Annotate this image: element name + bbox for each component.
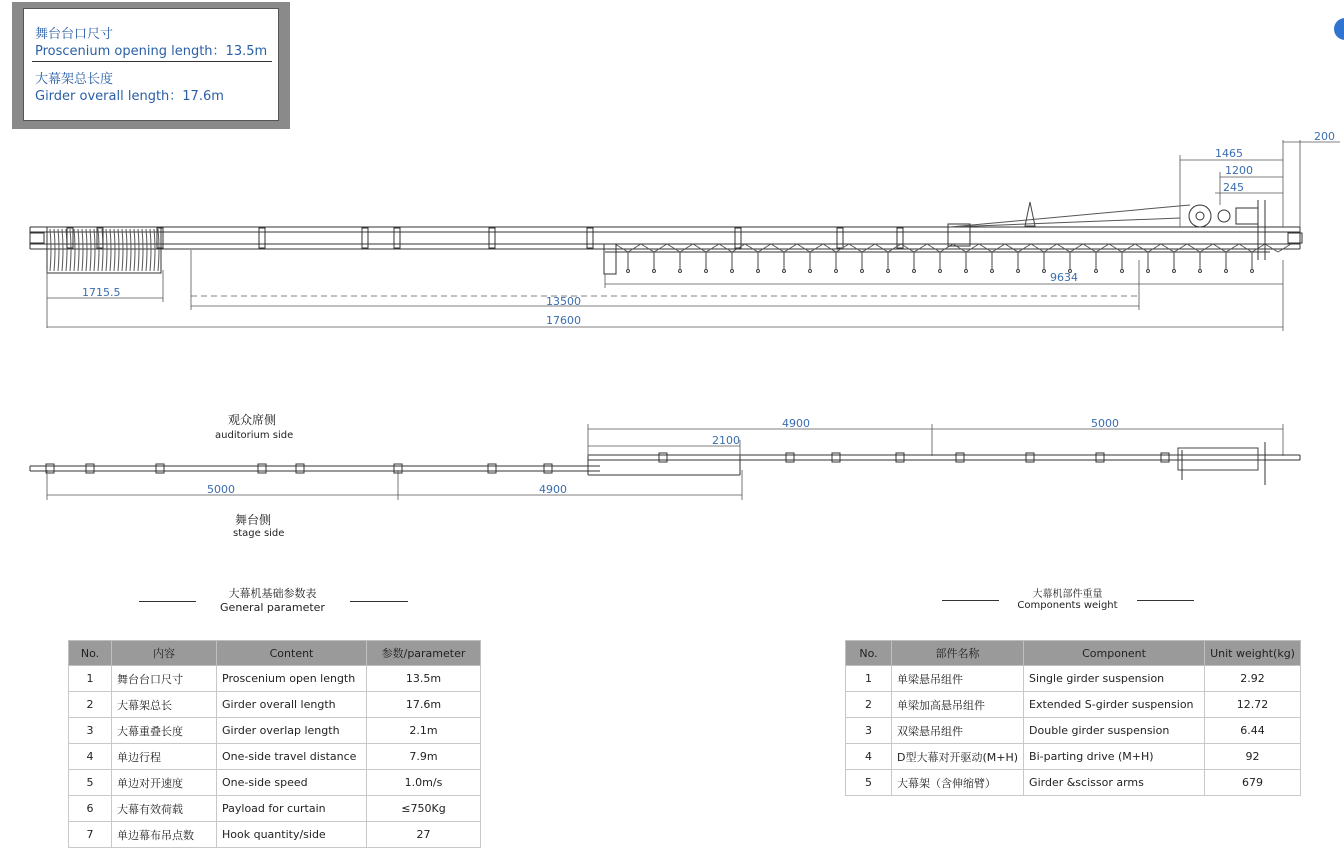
hook-end bbox=[887, 270, 890, 273]
truss-member bbox=[628, 244, 641, 252]
general-row bbox=[69, 822, 481, 848]
truss-member bbox=[810, 244, 823, 252]
truss-member bbox=[1031, 244, 1044, 252]
general-table-header bbox=[69, 641, 481, 666]
truss-member bbox=[771, 244, 784, 252]
general-row bbox=[69, 666, 481, 692]
general-cell-2: Girder overall length bbox=[217, 692, 367, 718]
weight-table-title-cn: 大幕机部件重量 bbox=[1032, 589, 1103, 600]
pack-fold bbox=[118, 229, 119, 271]
plan-connector bbox=[488, 464, 496, 473]
hook-end bbox=[679, 270, 682, 273]
truss-member bbox=[641, 244, 654, 252]
general-cell-0: 4 bbox=[69, 744, 112, 770]
truss-member bbox=[1148, 244, 1161, 252]
components-weight-table bbox=[845, 640, 1301, 796]
general-cell-1: 大幕架总长 bbox=[112, 692, 217, 718]
general-cell-2: One-side travel distance bbox=[217, 744, 367, 770]
pack-fold bbox=[142, 229, 143, 271]
dim-5000-bottom: 5000 bbox=[207, 483, 235, 496]
general-cell-0: 7 bbox=[69, 822, 112, 848]
weight-cell-0: 5 bbox=[846, 770, 892, 796]
truss-member bbox=[1213, 244, 1226, 252]
plan-connector bbox=[956, 453, 964, 462]
weight-cell-0: 2 bbox=[846, 692, 892, 718]
hook-end bbox=[757, 270, 760, 273]
general-cell-1: 大幕重叠长度 bbox=[112, 718, 217, 744]
dim-1715: 1715.5 bbox=[82, 286, 121, 299]
truss-member bbox=[1083, 244, 1096, 252]
plan-connector bbox=[832, 453, 840, 462]
truss-member bbox=[1226, 244, 1239, 252]
general-row bbox=[69, 744, 481, 770]
truss-member bbox=[667, 244, 680, 252]
truss-member bbox=[953, 244, 966, 252]
truss-member bbox=[992, 244, 1005, 252]
pack-fold bbox=[122, 229, 123, 271]
truss-member bbox=[1070, 244, 1083, 252]
weight-cell-1: D型大幕对开驱动(M+H) bbox=[892, 744, 1024, 770]
truss-member bbox=[1265, 244, 1278, 252]
truss-member bbox=[1187, 244, 1200, 252]
pack-fold bbox=[82, 229, 83, 271]
auditorium-label-cn: 观众席侧 bbox=[228, 413, 277, 427]
info-line-en-2: Girder overall length：17.6m bbox=[35, 89, 224, 104]
truss-member bbox=[914, 244, 927, 252]
pack-fold bbox=[90, 229, 91, 271]
truss-member bbox=[693, 244, 706, 252]
girder-connector bbox=[362, 228, 368, 248]
hook-end bbox=[653, 270, 656, 273]
general-table-title-en: General parameter bbox=[220, 601, 325, 614]
weight-cell-0: 3 bbox=[846, 718, 892, 744]
weight-title-rule-left bbox=[942, 600, 999, 601]
truss-member bbox=[745, 244, 758, 252]
pack-fold bbox=[154, 229, 155, 271]
hook-end bbox=[809, 270, 812, 273]
hook-end bbox=[627, 270, 630, 273]
pack-fold bbox=[134, 229, 135, 271]
dim-9634: 9634 bbox=[1050, 271, 1078, 284]
truss-member bbox=[1005, 244, 1018, 252]
weight-row bbox=[846, 770, 1301, 796]
truss-member bbox=[1239, 244, 1252, 252]
hook-end bbox=[731, 270, 734, 273]
plan-connector bbox=[659, 453, 667, 462]
hook-end bbox=[939, 270, 942, 273]
auditorium-label-en: auditorium side bbox=[215, 430, 294, 441]
w-header-no: No. bbox=[846, 641, 892, 666]
pack-fold bbox=[114, 229, 115, 271]
hook-end bbox=[1043, 270, 1046, 273]
general-cell-1: 大幕有效荷载 bbox=[112, 796, 217, 822]
general-cell-3: 13.5m bbox=[367, 666, 481, 692]
dim-13500: 13500 bbox=[546, 295, 581, 308]
header-cn: 内容 bbox=[112, 641, 217, 666]
general-cell-3: 2.1m bbox=[367, 718, 481, 744]
general-cell-3: 7.9m bbox=[367, 744, 481, 770]
truss-member bbox=[1161, 244, 1174, 252]
general-table-title-cn: 大幕机基础参数表 bbox=[228, 587, 317, 600]
plan-connector bbox=[258, 464, 266, 473]
w-header-weight: Unit weight(kg) bbox=[1205, 641, 1301, 666]
weight-cell-2: Single girder suspension bbox=[1024, 666, 1205, 692]
general-parameter-table bbox=[68, 640, 481, 848]
weight-cell-3: 92 bbox=[1205, 744, 1301, 770]
stage-label-en: stage side bbox=[233, 528, 285, 539]
weight-table-title bbox=[1000, 585, 1135, 611]
pack-fold bbox=[158, 229, 159, 271]
pack-fold bbox=[106, 229, 107, 271]
truss-member bbox=[1135, 244, 1148, 252]
girder-connector bbox=[489, 228, 495, 248]
girder-connector bbox=[735, 228, 741, 248]
hook-end bbox=[1251, 270, 1254, 273]
hook-end bbox=[991, 270, 994, 273]
pack-fold bbox=[94, 229, 95, 271]
truss-member bbox=[940, 244, 953, 252]
dim-4900-bottom: 4900 bbox=[539, 483, 567, 496]
truss-member bbox=[979, 244, 992, 252]
dim-1200: 1200 bbox=[1225, 164, 1253, 177]
dim-1465: 1465 bbox=[1215, 147, 1243, 160]
plan-connector bbox=[544, 464, 552, 473]
pack-fold bbox=[146, 229, 147, 271]
general-cell-3: 17.6m bbox=[367, 692, 481, 718]
dim-4900-top: 4900 bbox=[782, 417, 810, 430]
plan-connector bbox=[1161, 453, 1169, 462]
weight-table-header bbox=[846, 641, 1301, 666]
general-row bbox=[69, 796, 481, 822]
general-cell-2: Girder overlap length bbox=[217, 718, 367, 744]
pack-fold bbox=[58, 229, 59, 271]
pack-fold bbox=[126, 229, 127, 271]
weight-row bbox=[846, 692, 1301, 718]
hook-end bbox=[1121, 270, 1124, 273]
hook-end bbox=[861, 270, 864, 273]
pack-fold bbox=[98, 229, 99, 271]
pack-fold bbox=[110, 229, 111, 271]
hook-end bbox=[705, 270, 708, 273]
plan-view bbox=[30, 442, 1300, 485]
dim-17600: 17600 bbox=[546, 314, 581, 327]
weight-cell-2: Extended S-girder suspension bbox=[1024, 692, 1205, 718]
dim-2100: 2100 bbox=[712, 434, 740, 447]
truss-member bbox=[862, 244, 875, 252]
truss-member bbox=[1109, 244, 1122, 252]
weight-cell-2: Bi-parting drive (M+H) bbox=[1024, 744, 1205, 770]
weight-row bbox=[846, 666, 1301, 692]
truss-member bbox=[615, 244, 628, 252]
plan-connector bbox=[296, 464, 304, 473]
hook-end bbox=[1199, 270, 1202, 273]
general-cell-0: 5 bbox=[69, 770, 112, 796]
general-cell-1: 单边幕布吊点数 bbox=[112, 822, 217, 848]
general-cell-1: 舞台台口尺寸 bbox=[112, 666, 217, 692]
truss-member bbox=[680, 244, 693, 252]
general-row bbox=[69, 718, 481, 744]
pack-fold bbox=[50, 229, 51, 271]
hook-end bbox=[913, 270, 916, 273]
truss-member bbox=[1278, 244, 1291, 252]
pack-fold bbox=[78, 229, 79, 271]
dim-5000-top: 5000 bbox=[1091, 417, 1119, 430]
plan-connector bbox=[1096, 453, 1104, 462]
w-header-component: Component bbox=[1024, 641, 1205, 666]
weight-cell-3: 2.92 bbox=[1205, 666, 1301, 692]
weight-cell-1: 双梁悬吊组件 bbox=[892, 718, 1024, 744]
pack-fold bbox=[62, 229, 63, 271]
truss-member bbox=[784, 244, 797, 252]
weight-title-rule-right bbox=[1137, 600, 1194, 601]
girder-connector bbox=[394, 228, 400, 248]
truss-member bbox=[875, 244, 888, 252]
girder-connector bbox=[587, 228, 593, 248]
hook-end bbox=[783, 270, 786, 273]
hook-end bbox=[965, 270, 968, 273]
general-title-rule-left bbox=[139, 601, 196, 602]
hook-end bbox=[835, 270, 838, 273]
weight-cell-1: 单梁悬吊组件 bbox=[892, 666, 1024, 692]
truss-member bbox=[1174, 244, 1187, 252]
weight-row bbox=[846, 744, 1301, 770]
general-cell-1: 单边行程 bbox=[112, 744, 217, 770]
hook-end bbox=[1147, 270, 1150, 273]
header-parameter: 参数/parameter bbox=[367, 641, 481, 666]
dim-200: 200 bbox=[1314, 130, 1335, 143]
pack-fold bbox=[70, 229, 71, 271]
info-line-cn-2: 大幕架总长度 bbox=[35, 72, 114, 87]
general-cell-2: Proscenium open length bbox=[217, 666, 367, 692]
weight-cell-2: Double girder suspension bbox=[1024, 718, 1205, 744]
truss-member bbox=[758, 244, 771, 252]
pack-fold bbox=[150, 229, 151, 271]
hook-end bbox=[1017, 270, 1020, 273]
w-header-cn: 部件名称 bbox=[892, 641, 1024, 666]
hook-end bbox=[1095, 270, 1098, 273]
general-cell-1: 单边对开速度 bbox=[112, 770, 217, 796]
truss-member bbox=[1044, 244, 1057, 252]
general-table-title bbox=[200, 585, 345, 614]
general-title-rule-right bbox=[350, 601, 408, 602]
truss-member bbox=[797, 244, 810, 252]
general-cell-0: 3 bbox=[69, 718, 112, 744]
truss-member bbox=[654, 244, 667, 252]
weight-table-title-en: Components weight bbox=[1017, 600, 1118, 611]
pack-fold bbox=[130, 229, 131, 271]
weight-cell-0: 4 bbox=[846, 744, 892, 770]
plan-connector bbox=[786, 453, 794, 462]
general-cell-2: Hook quantity/side bbox=[217, 822, 367, 848]
pack-fold bbox=[138, 229, 139, 271]
truss-member bbox=[719, 244, 732, 252]
truss-member bbox=[706, 244, 719, 252]
general-cell-2: One-side speed bbox=[217, 770, 367, 796]
plan-connector bbox=[86, 464, 94, 473]
truss-member bbox=[823, 244, 836, 252]
weight-cell-2: Girder &scissor arms bbox=[1024, 770, 1205, 796]
truss-member bbox=[1200, 244, 1213, 252]
general-cell-3: 27 bbox=[367, 822, 481, 848]
dim-245: 245 bbox=[1223, 181, 1244, 194]
general-cell-3: 1.0m/s bbox=[367, 770, 481, 796]
girder-connector bbox=[837, 228, 843, 248]
pack-fold bbox=[54, 229, 55, 271]
truss-member bbox=[1096, 244, 1109, 252]
weight-cell-1: 单梁加高悬吊组件 bbox=[892, 692, 1024, 718]
general-cell-0: 1 bbox=[69, 666, 112, 692]
girder-connector bbox=[259, 228, 265, 248]
weight-cell-3: 679 bbox=[1205, 770, 1301, 796]
truss-member bbox=[1018, 244, 1031, 252]
info-line-cn-1: 舞台台口尺寸 bbox=[35, 27, 114, 42]
weight-cell-1: 大幕架（含伸缩臂） bbox=[892, 770, 1024, 796]
weight-cell-3: 12.72 bbox=[1205, 692, 1301, 718]
plan-connector bbox=[1026, 453, 1034, 462]
plan-connector bbox=[896, 453, 904, 462]
truss-member bbox=[732, 244, 745, 252]
truss-member bbox=[1057, 244, 1070, 252]
hook-end bbox=[1225, 270, 1228, 273]
pack-fold bbox=[86, 229, 87, 271]
truss-member bbox=[849, 244, 862, 252]
stage-label-cn: 舞台侧 bbox=[235, 513, 272, 527]
weight-cell-0: 1 bbox=[846, 666, 892, 692]
pack-fold bbox=[74, 229, 75, 271]
hook-end bbox=[1173, 270, 1176, 273]
truss-member bbox=[1122, 244, 1135, 252]
truss-member bbox=[966, 244, 979, 252]
general-cell-2: Payload for curtain bbox=[217, 796, 367, 822]
truss-member bbox=[927, 244, 940, 252]
elevation-view bbox=[30, 200, 1302, 274]
info-line-en-1: Proscenium opening length：13.5m bbox=[35, 44, 268, 59]
general-cell-0: 2 bbox=[69, 692, 112, 718]
header-no: No. bbox=[69, 641, 112, 666]
plan-connector bbox=[156, 464, 164, 473]
header-content: Content bbox=[217, 641, 367, 666]
weight-cell-3: 6.44 bbox=[1205, 718, 1301, 744]
weight-row bbox=[846, 718, 1301, 744]
general-cell-0: 6 bbox=[69, 796, 112, 822]
general-cell-3: ≤750Kg bbox=[367, 796, 481, 822]
general-row bbox=[69, 692, 481, 718]
general-row bbox=[69, 770, 481, 796]
